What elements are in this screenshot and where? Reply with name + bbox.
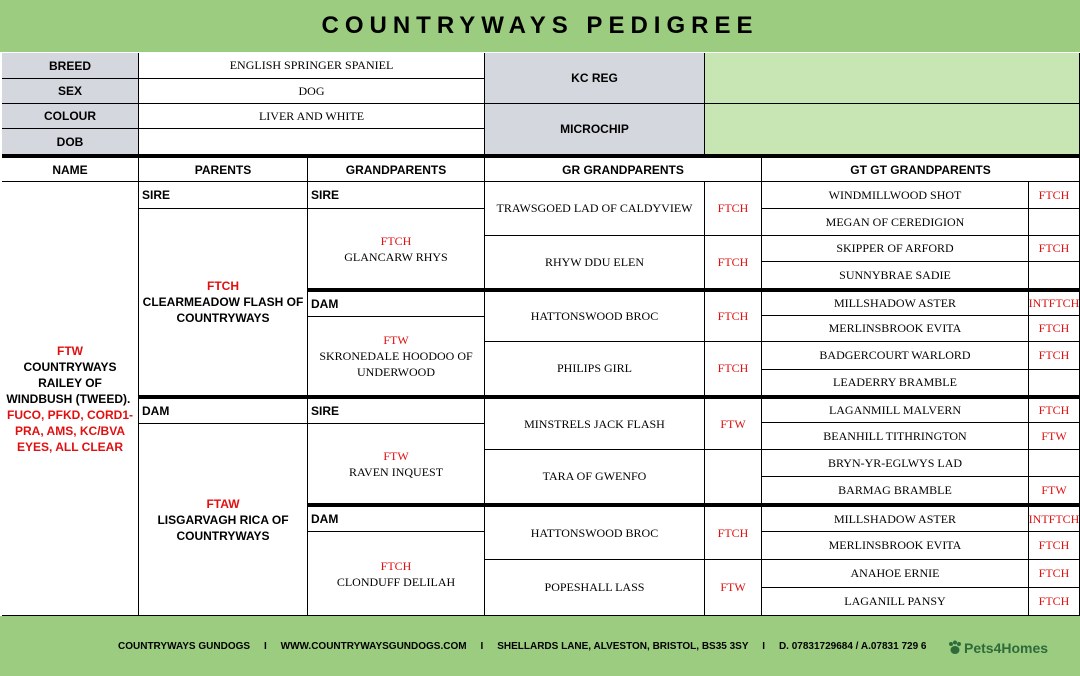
parent-dam-title: FTAW (206, 496, 240, 511)
grandparent-2 (308, 317, 485, 396)
gt-gt-grandparent-name: BEANHILL TITHRINGTON (762, 423, 1029, 450)
gr-grandparent-title (705, 450, 762, 504)
header-gr-grandparents: GR GRANDPARENTS (485, 155, 762, 182)
header-grandparents: GRANDPARENTS (308, 155, 485, 182)
gp4-name: CLONDUFF DELILAH (336, 574, 456, 589)
gt-gt-grandparent-name: MILLSHADOW ASTER (762, 289, 1029, 316)
gt-gt-grandparent-name: LEADERRY BRAMBLE (762, 370, 1029, 396)
footer-sep-2: I (480, 641, 484, 652)
gt-gt-grandparent-title (1029, 209, 1080, 236)
gt-gt-grandparent-name: LAGANILL PANSY (762, 588, 1029, 616)
gt-gt-grandparent-title: FTW (1029, 477, 1080, 504)
gr-grandparent-title: FTCH (705, 504, 762, 560)
microchip-value (705, 104, 1080, 155)
footer-text (118, 641, 926, 652)
header-name: NAME (2, 155, 139, 182)
gp4-title: FTCH (380, 558, 412, 573)
parent-sire-name: CLEARMEADOW FLASH OF COUNTRYWAYS (142, 295, 304, 325)
breed-label: BREED (2, 53, 139, 79)
gt-gt-grandparent-name: LAGANMILL MALVERN (762, 396, 1029, 423)
breed-value: ENGLISH SPRINGER SPANIEL (139, 53, 485, 79)
gp1-name: GLANCARW RHYS (344, 249, 448, 264)
gr-grandparent-title: FTCH (705, 182, 762, 236)
gt-gt-grandparent-title: INTFTCH (1029, 504, 1080, 532)
gt-gt-grandparent-title: FTCH (1029, 342, 1080, 370)
gt-gt-grandparent-name: ANAHOE ERNIE (762, 560, 1029, 588)
footer-sep-1: I (263, 641, 267, 652)
parent-dam-name: LISGARVAGH RICA OF COUNTRYWAYS (157, 512, 289, 543)
gr-grandparent-title: FTCH (705, 289, 762, 342)
gp4-label: DAM (308, 504, 485, 532)
title-bar (0, 0, 1080, 52)
gt-gt-grandparent-name: BADGERCOURT WARLORD (762, 342, 1029, 370)
gp3-label: SIRE (308, 396, 485, 424)
dob-label: DOB (2, 129, 139, 155)
grandparent-4 (308, 532, 485, 616)
gt-gt-grandparent-title: FTCH (1029, 396, 1080, 423)
gt-gt-grandparent-title: INTFTCH (1029, 289, 1080, 316)
dob-value (139, 129, 485, 155)
gr-grandparent-name: HATTONSWOOD BROC (485, 504, 705, 560)
gr-grandparent-title: FTCH (705, 236, 762, 289)
gr-grandparent-name: PHILIPS GIRL (485, 342, 705, 396)
gp2-title: FTW (383, 333, 409, 347)
gr-grandparent-title: FTW (705, 560, 762, 616)
footer-sep-3: I (762, 641, 766, 652)
header-gt-gt-grandparents: GT GT GRANDPARENTS (762, 155, 1080, 182)
gp1-title: FTCH (380, 233, 412, 248)
footer-phone: D. 07831729684 / A.07831 729 6 (778, 641, 927, 652)
gr-grandparent-name: TRAWSGOED LAD OF CALDYVIEW (485, 182, 705, 236)
gt-gt-grandparent-name: SUNNYBRAE SADIE (762, 262, 1029, 289)
gt-gt-grandparent-name: BRYN-YR-EGLWYS LAD (762, 450, 1029, 477)
footer-website: WWW.COUNTRYWAYSGUNDOGS.COM (280, 641, 467, 652)
grandparent-3 (308, 424, 485, 504)
microchip-label: MICROCHIP (485, 104, 705, 155)
header-parents: PARENTS (139, 155, 308, 182)
gp3-title: FTW (383, 448, 409, 463)
paw-icon (948, 640, 962, 656)
sex-label: SEX (2, 79, 139, 104)
gt-gt-grandparent-name: BARMAG BRAMBLE (762, 477, 1029, 504)
kc-reg-value (705, 53, 1080, 104)
gp2-label: DAM (308, 289, 485, 317)
colour-value: LIVER AND WHITE (139, 104, 485, 129)
gt-gt-grandparent-title: FTCH (1029, 588, 1080, 616)
gt-gt-grandparent-title: FTCH (1029, 182, 1080, 209)
parent-sire-label: SIRE (139, 182, 308, 209)
gt-gt-grandparent-name: MILLSHADOW ASTER (762, 504, 1029, 532)
gt-gt-grandparent-title: FTCH (1029, 236, 1080, 262)
gr-grandparent-title: FTCH (705, 342, 762, 396)
gp1-label: SIRE (308, 182, 485, 209)
gr-grandparent-title: FTW (705, 396, 762, 450)
gt-gt-grandparent-title (1029, 262, 1080, 289)
colour-label: COLOUR (2, 104, 139, 129)
page-title: COUNTRYWAYS PEDIGREE (321, 12, 759, 39)
gt-gt-grandparent-name: MEGAN OF CEREDIGION (762, 209, 1029, 236)
footer-address: SHELLARDS LANE, ALVESTON, BRISTOL, BS35 3SY (497, 641, 749, 652)
gt-gt-grandparent-name: MERLINSBROOK EVITA (762, 316, 1029, 342)
dog-name: COUNTRYWAYS RAILEY OF WINDBUSH (TWEED). (6, 359, 131, 406)
parent-dam-label: DAM (139, 396, 308, 424)
gp2-name: SKRONEDALE HOODOO OF UNDERWOOD (319, 349, 473, 379)
gt-gt-grandparent-title: FTW (1029, 423, 1080, 450)
gt-gt-grandparent-name: SKIPPER OF ARFORD (762, 236, 1029, 262)
dog-health: FUCO, PFKD, CORD1-PRA, AMS, KC/BVA EYES, ALL CLEAR (7, 407, 133, 454)
gt-gt-grandparent-title: FTCH (1029, 532, 1080, 560)
dog-cell (2, 182, 139, 616)
gt-gt-grandparent-name: MERLINSBROOK EVITA (762, 532, 1029, 560)
gr-grandparent-name: HATTONSWOOD BROC (485, 289, 705, 342)
parent-sire-title: FTCH (207, 279, 239, 293)
watermark-text: Pets4Homes (964, 640, 1049, 656)
footer-company: COUNTRYWAYS GUNDOGS (118, 641, 251, 652)
gr-grandparent-name: POPESHALL LASS (485, 560, 705, 616)
parent-dam (139, 424, 308, 616)
gr-grandparent-name: TARA OF GWENFO (485, 450, 705, 504)
gr-grandparent-name: RHYW DDU ELEN (485, 236, 705, 289)
gp3-name: RAVEN INQUEST (348, 464, 444, 479)
dog-name-line (6, 359, 134, 455)
gt-gt-grandparent-title: FTCH (1029, 560, 1080, 588)
grandparent-1 (308, 209, 485, 289)
parent-sire (139, 209, 308, 396)
sex-value: DOG (139, 79, 485, 104)
gt-gt-grandparent-name: WINDMILLWOOD SHOT (762, 182, 1029, 209)
gt-gt-grandparent-title (1029, 450, 1080, 477)
gt-gt-grandparent-title (1029, 370, 1080, 396)
dog-title: FTW (57, 343, 83, 358)
gt-gt-grandparent-title: FTCH (1029, 316, 1080, 342)
gr-grandparent-name: MINSTRELS JACK FLASH (485, 396, 705, 450)
watermark (948, 640, 1048, 656)
kc-reg-label: KC REG (485, 53, 705, 104)
